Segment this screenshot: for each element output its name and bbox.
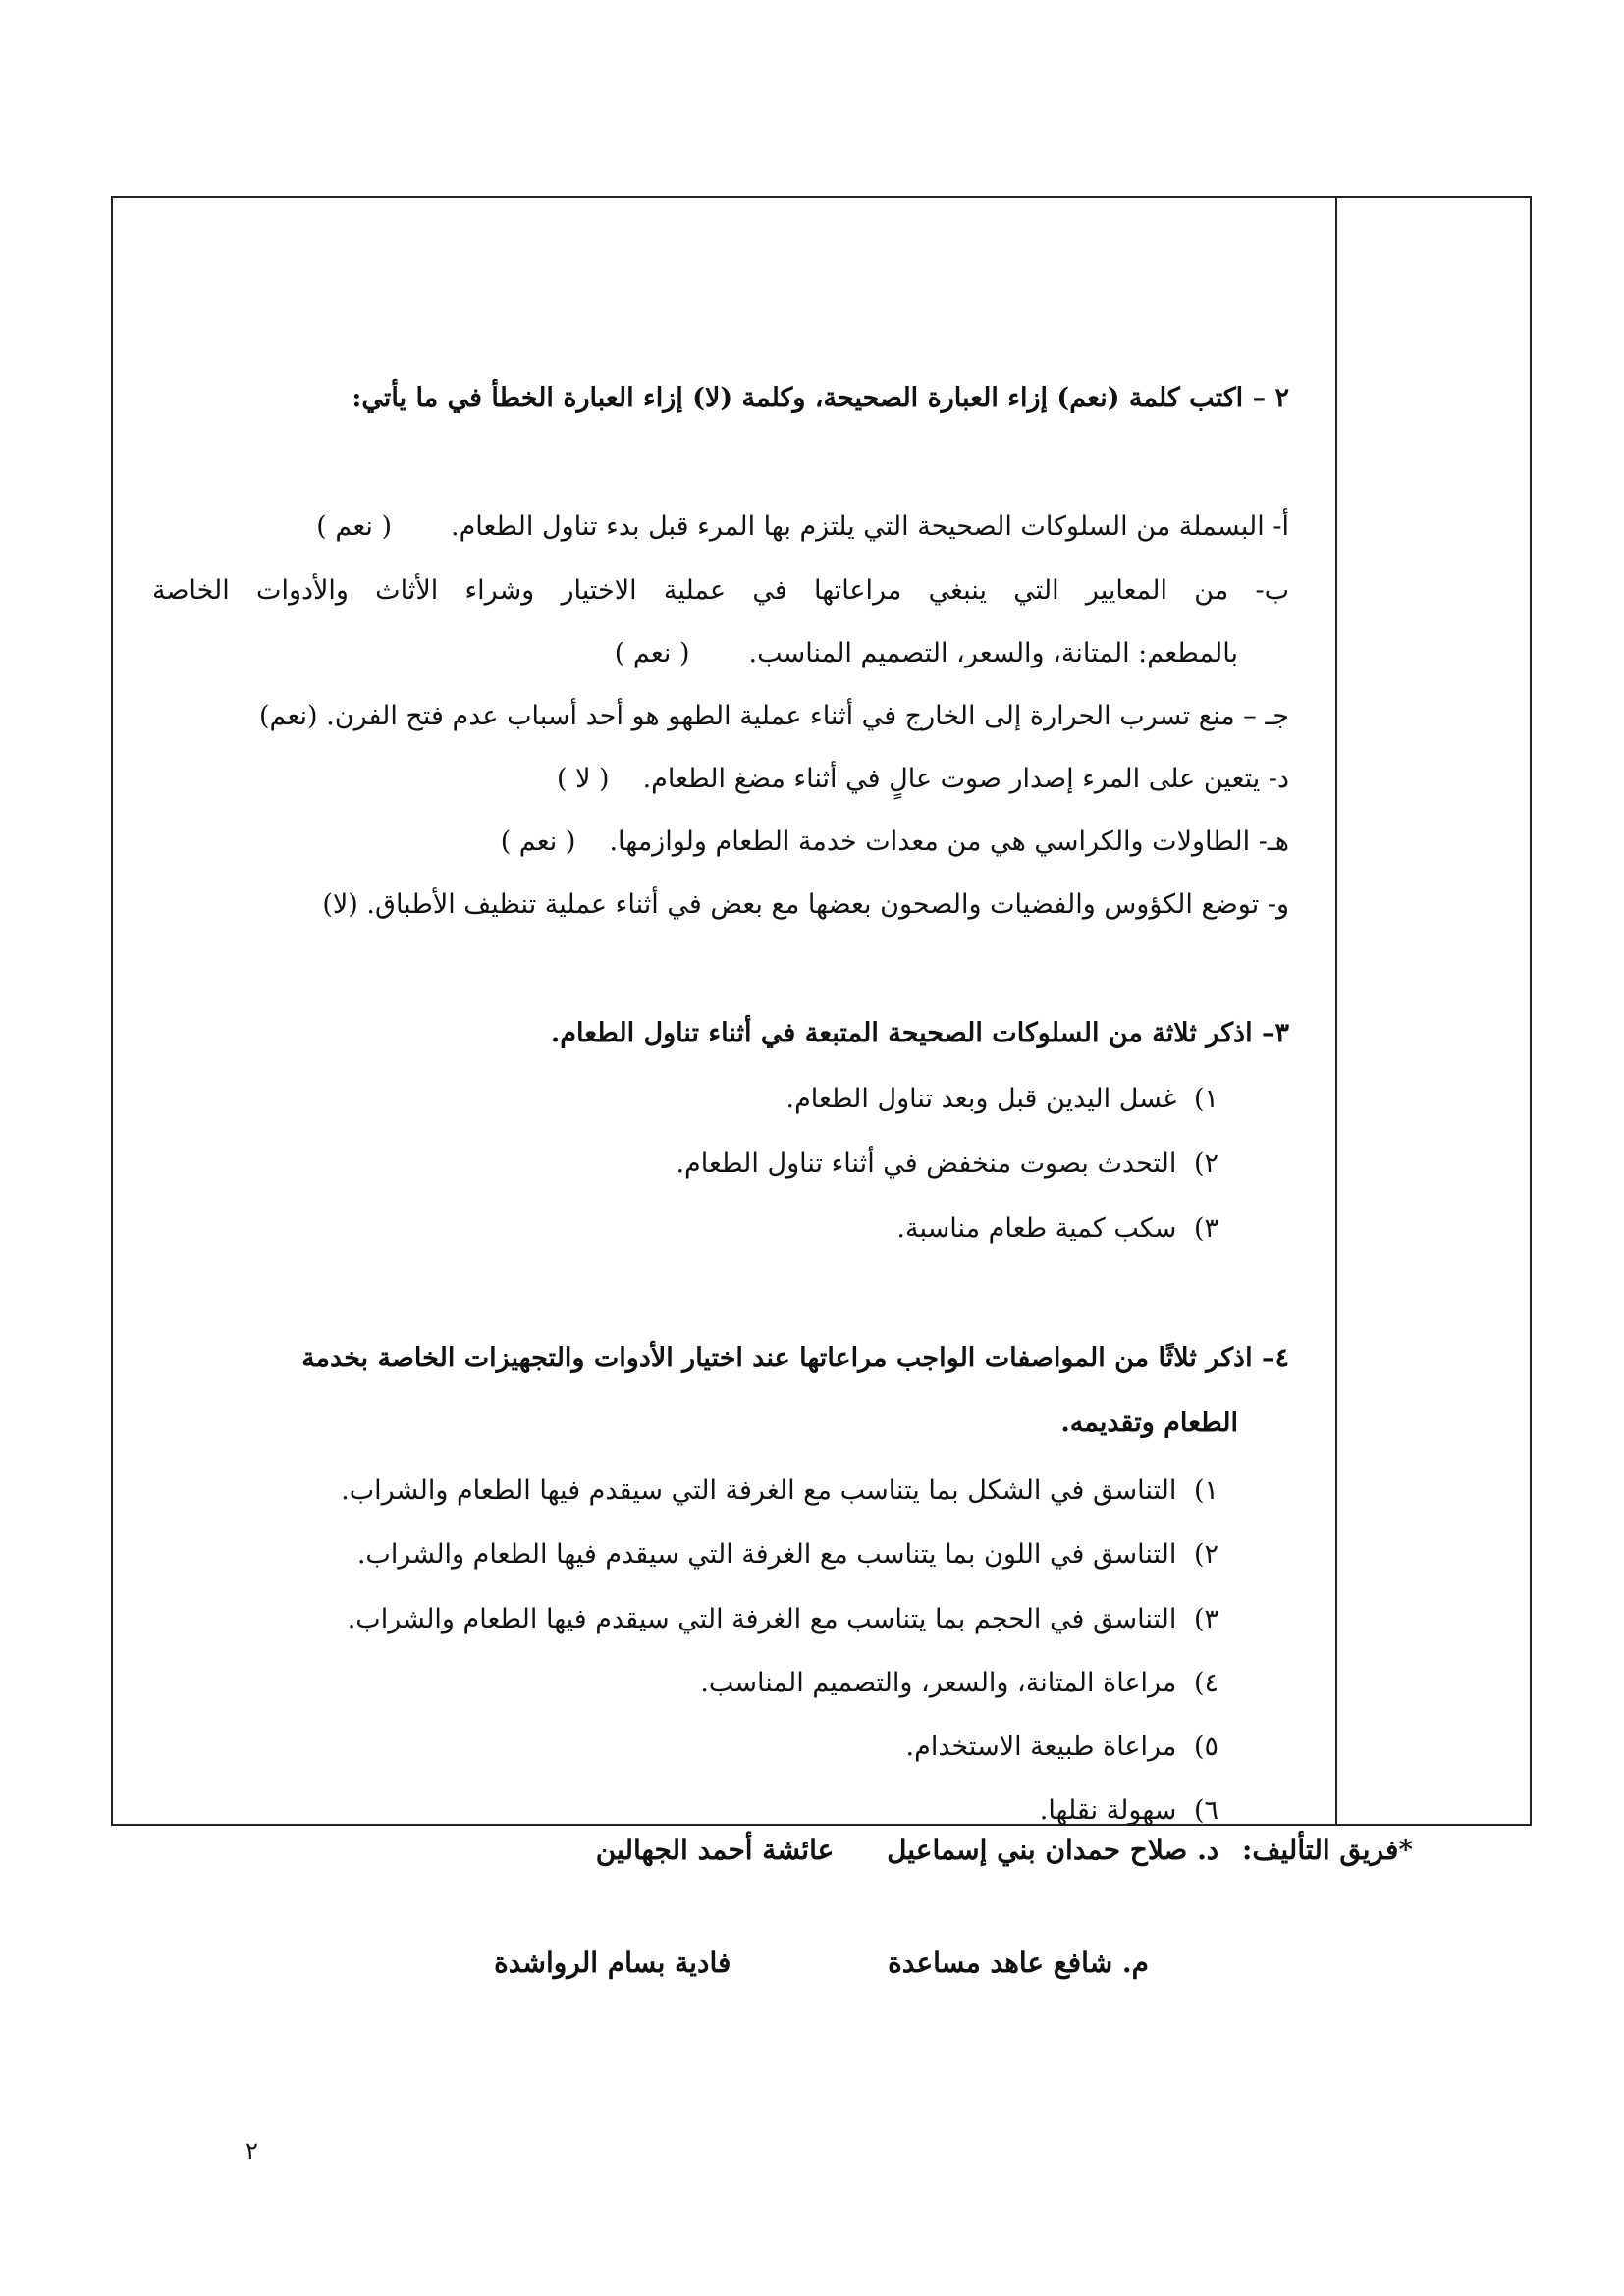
credits-author-3: م. شافع عاهد مساعدة xyxy=(888,1947,1149,1979)
q4-item-3-num: ٣) xyxy=(1193,1604,1218,1634)
q3-item-3 xyxy=(152,1198,1218,1260)
main-column xyxy=(152,198,1289,1824)
q3-item-1-text: غسل اليدين قبل وبعد تناول الطعام. xyxy=(785,1084,1177,1114)
page-number: ٢ xyxy=(245,2137,258,2164)
q3-heading: ٣– اذكر ثلاثة من السلوكات الصحيحة المتبعة في أثناء تناول الطعام. xyxy=(550,1018,1289,1048)
q2-item-e-text: هـ- الطاولات والكراسي هي من معدات خدمة الطعام ولوازمها. xyxy=(609,827,1289,857)
q4-item-5-text: مراعاة طبيعة الاستخدام. xyxy=(905,1732,1177,1762)
q2-item-d-answer: ( لا ) xyxy=(556,764,610,794)
q4-item-2-num: ٢) xyxy=(1193,1539,1218,1570)
q4-item-3-text: التناسق في الحجم بما يتناسب مع الغرفة التي سيقدم فيها الطعام والشراب. xyxy=(347,1604,1177,1634)
q4-item-6-text: سهولة نقلها. xyxy=(1039,1795,1177,1826)
q2-item-e xyxy=(152,811,1289,874)
q4-item-2 xyxy=(152,1523,1218,1586)
q2-item-f: و- توضع الكؤوس والفضيات والصحون بعضها مع بعض في أثناء عملية تنظيف الأطباق. (لا) xyxy=(322,889,1289,920)
q4-item-4 xyxy=(152,1652,1218,1715)
q2-item-b-cont-text: بالمطعم: المتانة، والسعر، التصميم المناسب. xyxy=(748,638,1238,668)
q4-item-1-num: ١) xyxy=(1193,1475,1218,1506)
q2-heading: ٢ – اكتب كلمة (نعم) إزاء العبارة الصحيحة، وكلمة (لا) إزاء العبارة الخطأ في ما يأتي: xyxy=(352,383,1289,413)
column-divider xyxy=(1335,198,1337,1824)
q4-item-1-text: التناسق في الشكل بما يتناسب مع الغرفة التي سيقدم فيها الطعام والشراب. xyxy=(341,1475,1177,1506)
credits-author-4: فادية بسام الرواشدة xyxy=(494,1947,731,1979)
q2-item-a xyxy=(152,496,1289,559)
q3-item-3-text: سكب كمية طعام مناسبة. xyxy=(896,1213,1177,1244)
q2-item-b-answer: ( نعم ) xyxy=(614,638,690,668)
q3-item-2 xyxy=(152,1133,1218,1196)
q2-item-d xyxy=(152,748,1289,811)
q3-item-3-num: ٣) xyxy=(1193,1213,1218,1244)
q4-item-5 xyxy=(152,1716,1218,1779)
q2-item-a-answer: ( نعم ) xyxy=(316,511,392,542)
q4-item-3 xyxy=(152,1588,1218,1651)
credits-line-1 xyxy=(596,1834,1413,1866)
q2-item-e-answer: ( نعم ) xyxy=(500,827,576,857)
credits-author-1: د. صلاح حمدان بني إسماعيل xyxy=(887,1834,1219,1866)
q3-item-1-num: ١) xyxy=(1193,1084,1218,1114)
credits-author-2: عائشة أحمد الجهالين xyxy=(595,1834,835,1866)
q4-item-1 xyxy=(152,1460,1218,1522)
q2-item-b: ب- من المعايير التي ينبغي مراعاتها في عملية الاختيار وشراء الأثاث والأدوات الخاصة xyxy=(152,575,1289,606)
q4-heading-line2: الطعام وتقديمه. xyxy=(1060,1408,1238,1438)
q4-item-5-num: ٥) xyxy=(1193,1732,1218,1762)
q4-item-2-text: التناسق في اللون بما يتناسب مع الغرفة التي سيقدم فيها الطعام والشراب. xyxy=(356,1539,1177,1570)
q4-item-4-text: مراعاة المتانة، والسعر، والتصميم المناسب. xyxy=(700,1668,1177,1698)
q2-item-b-cont xyxy=(152,622,1238,685)
q2-item-d-text: د- يتعين على المرء إصدار صوت عالٍ في أثناء مضغ الطعام. xyxy=(642,764,1289,794)
q3-item-2-text: التحدث بصوت منخفض في أثناء تناول الطعام. xyxy=(676,1148,1177,1179)
q2-item-a-text: أ- البسملة من السلوكات الصحيحة التي يلتزم بها المرء قبل بدء تناول الطعام. xyxy=(450,511,1289,542)
credits-label: *فريق التأليف: xyxy=(1242,1834,1413,1866)
q3-item-2-num: ٢) xyxy=(1193,1148,1218,1179)
q2-item-c: جـ – منع تسرب الحرارة إلى الخارج في أثناء عملية الطهو هو أحد أسباب عدم فتح الفرن. (نعم) xyxy=(259,701,1289,731)
q4-item-4-num: ٤) xyxy=(1193,1668,1218,1698)
content-table xyxy=(111,196,1532,1826)
q4-heading-line1: ٤– اذكر ثلاثًا من المواصفات الواجب مراعاتها عند اختيار الأدوات والتجهيزات الخاصة بخدمة xyxy=(301,1343,1289,1373)
q3-item-1 xyxy=(152,1068,1218,1131)
q4-item-6-num: ٦) xyxy=(1193,1795,1218,1826)
credits-line-2 xyxy=(494,1947,1149,1979)
